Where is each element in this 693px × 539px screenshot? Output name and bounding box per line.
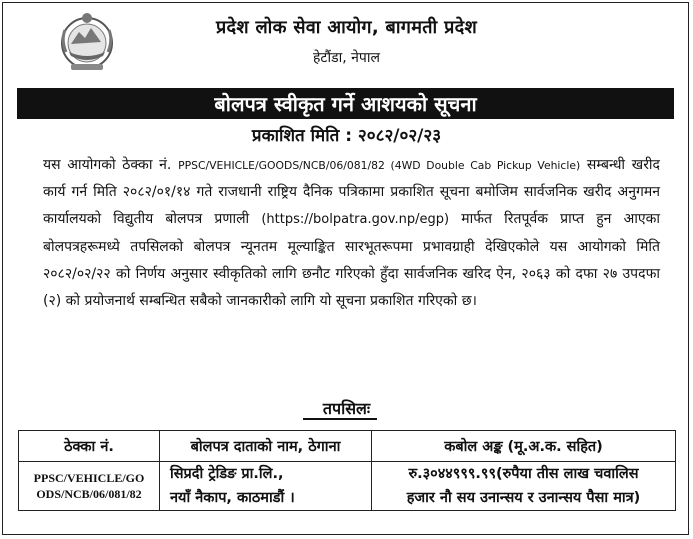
- contract-line-2: ODS/NCB/06/081/82: [36, 487, 142, 501]
- annex-heading-underline: [303, 418, 377, 420]
- notice-title: बोलपत्र स्वीकृत गर्ने आशयको सूचना: [214, 92, 477, 116]
- amount-line-2: हजार नौ सय उनान्सय र उनान्सय पैसा मात्र): [406, 490, 641, 506]
- notice-body: [43, 152, 660, 315]
- table-header-row: [19, 431, 676, 462]
- contract-number-reference: PPSC/VEHICLE/GOODS/NCB/06/081/82 (4WD Double Cab Pickup Vehicle): [178, 159, 581, 172]
- body-part-1: यस आयोगको ठेक्का नं.: [43, 157, 179, 173]
- bidder-address: नयाँ नैकाप, काठमाडौं ।: [170, 490, 295, 506]
- organization-name: प्रदेश लोक सेवा आयोग, बागमती प्रदेश: [215, 17, 478, 38]
- amount-line-1: रु.३०४४९९९.९९(रुपैया तीस लाख चवालिस: [408, 466, 639, 482]
- column-header-amount: कबोल अङ्क (मू.अ.क. सहित): [372, 431, 676, 462]
- egp-link[interactable]: (https://bolpatra.gov.np/egp): [261, 212, 450, 228]
- contract-number-cell: [19, 462, 160, 511]
- bidder-name: सिप्रदी ट्रेडिङ प्रा.लि.,: [170, 466, 284, 482]
- table-row: [19, 462, 676, 511]
- column-header-contract: ठेक्का नं.: [19, 431, 160, 462]
- amount-cell: [372, 462, 676, 511]
- body-part-3: मार्फत रितपूर्वक प्राप्त हुन आएका बोलपत्रहरूमध्ये तपसिलको बोलपत्र न्यूनतम मूल्याङ्कित सारभूतरूपमा प्रभावग्राही देखिएकोले यस आयोगको मिति २०८२/०२/२२ को निर्णय अनुसार स्वीकृतिको लागि छनौट गरिएको हुँदा सार्वजनिक खरिद ऐन, २०६३ को दफा २७ उपदफा (२) को प्रयोजनार्थ सम्बन्धित सबैको जानकारीको लागि यो सूचना प्रकाशित गरिएको छ।: [43, 211, 661, 310]
- bid-table: [18, 430, 676, 511]
- published-date: प्रकाशित मिति : २०८२/०२/२३: [251, 126, 442, 146]
- annex-heading: तपसिलः: [322, 399, 371, 418]
- notice-title-bar: [17, 88, 674, 119]
- body-part-2: सम्बन्धी खरीद कार्य गर्न मिति २०८२/०१/१४ गते राजधानी राष्ट्रिय दैनिक पत्रिकामा प्रकाशित सूचना बमोजिम सार्वजनिक खरीद अनुगमन कार्यालयको विद्युतीय बोलपत्र प्रणाली: [43, 157, 660, 228]
- column-header-bidder: बोलपत्र दाताको नाम, ठेगाना: [160, 431, 372, 462]
- bidder-cell: [160, 462, 372, 511]
- organization-address: हेटौंडा, नेपाल: [313, 50, 380, 66]
- contract-line-1: PPSC/VEHICLE/GO: [33, 471, 145, 485]
